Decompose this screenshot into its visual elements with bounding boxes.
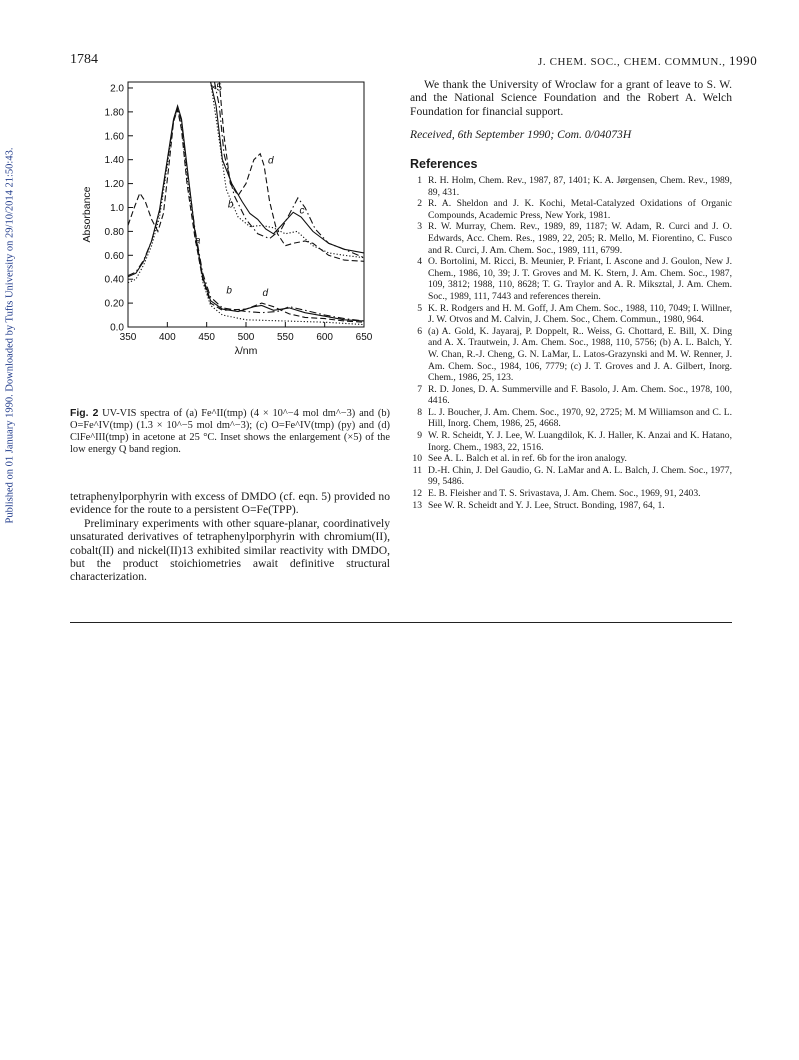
y-tick-label: 0.0 (110, 322, 124, 334)
y-tick-label: 1.80 (104, 107, 124, 119)
reference-number: 9 (417, 430, 422, 442)
y-axis-label: Absorbance (81, 186, 93, 243)
uv-vis-chart (70, 70, 390, 400)
reference-text: E. B. Fleisher and T. S. Srivastava, J. Am. Chem. Soc., 1969, 91, 2403. (428, 488, 701, 500)
page-number: 1784 (70, 52, 98, 67)
reference-number: 13 (412, 499, 422, 511)
bottom-rule (70, 622, 732, 623)
y-tick-label: 1.0 (110, 202, 124, 214)
figure-caption (70, 408, 390, 456)
reference-number: 8 (417, 406, 422, 418)
x-tick-label: 400 (158, 332, 176, 343)
reference-item (410, 407, 732, 430)
reference-text: W. R. Scheidt, Y. J. Lee, W. Luangdilok, K. J. Haller, K. Anzai and K. Hatano, Inorg. Chem., 1983, 22, 1516. (428, 430, 732, 453)
reference-text: D.-H. Chin, J. Del Gaudio, G. N. LaMar and A. L. Balch, J. Chem. Soc., 1977, 99, 5486. (428, 464, 732, 488)
y-tick-label: 1.20 (104, 179, 124, 191)
body-paragraph: tetraphenylporphyrin with excess of DMDO (cf. eqn. 5) provided no evidence for the route to a persistent O=Fe(TPP). (70, 490, 390, 517)
inset-spectrum-line-a (211, 82, 364, 258)
x-tick-label: 350 (119, 332, 137, 343)
curve-label: b (227, 199, 234, 211)
curve-label: a (194, 235, 201, 247)
reference-item (410, 198, 732, 221)
reference-item (410, 303, 732, 326)
reference-number: 1 (417, 175, 422, 186)
reference-item (410, 500, 732, 512)
curve-label: c (299, 205, 305, 217)
reference-item (410, 221, 732, 256)
reference-number: 12 (412, 488, 422, 500)
x-tick-label: 450 (198, 332, 216, 343)
reference-number: 2 (417, 198, 422, 210)
spectrum-line-a (128, 108, 364, 324)
download-watermark: Published on 01 January 1990. Downloaded by Tufts University on 29/10/2014 21:50:43. (4, 147, 16, 524)
acknowledgement: We thank the University of Wroclaw for a grant of leave to S. W. and the National Science Foundation and the Robert A. Welch Foundation for financial support. (410, 78, 732, 118)
inset-label: ×5 (210, 82, 223, 94)
reference-number: 10 (412, 453, 422, 465)
y-tick-label: 0.40 (104, 274, 124, 286)
inset-spectrum-line-c (215, 82, 365, 258)
running-head (538, 53, 757, 69)
reference-text: R. H. Holm, Chem. Rev., 1987, 87, 1401; K. A. Jørgensen, Chem. Rev., 1989, 89, 431. (428, 175, 732, 198)
y-tick-label: 0.80 (104, 226, 124, 238)
reference-text: K. R. Rodgers and H. M. Goff, J. Am Chem. Soc., 1988, 110, 7049; I. Willner, J. W. Otvos and M. Calvin, J. Chem. Soc., Chem. Commun., 1980, 964. (428, 302, 732, 326)
reference-number: 11 (412, 464, 422, 476)
curve-label: b (226, 285, 232, 297)
reference-item (410, 175, 732, 198)
left-column-body (70, 490, 390, 584)
x-tick-label: 550 (276, 332, 294, 343)
reference-text: O. Bortolini, M. Ricci, B. Meunier, P. Friant, I. Ascone and J. Goulon, New J. Chem., 1986, 10, 39; J. T. Groves and M. K. Stern, J. Am. Chem. Soc., 1987, 109, 3812; 1988, 110, 8628; T. G. Traylor and A. R. Miksztal, J. Am. Chem. Soc., 1989, 111, 7443 and references therein. (428, 256, 732, 302)
spectrum-line-d (128, 110, 364, 323)
reference-list (410, 175, 732, 511)
reference-text: R. D. Jones, D. A. Summerville and F. Basolo, J. Am. Chem. Soc., 1978, 100, 4416. (428, 383, 732, 407)
caption-label: Fig. 2 (70, 408, 99, 419)
reference-item (410, 430, 732, 453)
reference-item (410, 465, 732, 488)
curve-label: d (268, 155, 274, 167)
reference-text: See W. R. Scheidt and Y. J. Lee, Struct. Bonding, 1987, 64, 1. (428, 499, 665, 511)
curve-label: d (262, 287, 269, 299)
reference-text: See A. L. Balch et al. in ref. 6b for the iron analogy. (428, 453, 627, 465)
reference-item (410, 256, 732, 302)
reference-number: 3 (417, 221, 422, 233)
reference-number: 6 (417, 325, 422, 337)
journal-name: J. CHEM. SOC., CHEM. COMMUN., (538, 56, 726, 68)
x-tick-label: 650 (355, 332, 373, 343)
reference-item (410, 488, 732, 500)
reference-number: 4 (417, 256, 422, 268)
reference-item (410, 384, 732, 407)
x-axis-label: λ/nm (234, 345, 258, 357)
y-tick-label: 1.40 (104, 155, 124, 167)
references-heading: References (410, 157, 478, 171)
caption-text: UV-VIS spectra of (a) Fe^II(tmp) (4 × 10^−4 mol dm^−3) and (b) O=Fe^IV(tmp) (1.3 × 10^−5 mol dm^−3); (c) O=Fe^IV(tmp) (py) and (d) ClFe^III(tmp) in acetone at 25 °C. Inset shows the enlargement (×5) of the low energy Q band region. (70, 408, 390, 455)
reference-text: R. A. Sheldon and J. K. Kochi, Metal-Catalyzed Oxidations of Organic Compounds, Academic Press, New York, 1981. (428, 198, 732, 221)
reference-item (410, 326, 732, 384)
y-tick-label: 2.0 (110, 83, 124, 95)
reference-number: 7 (417, 383, 422, 395)
journal-year: 1990 (728, 53, 758, 68)
reference-text: R. W. Murray, Chem. Rev., 1989, 89, 1187; W. Adam, R. Curci and J. O. Edwards, Acc. Chem. Res., 1989, 22, 205; R. Mello, M. Fiorentino, C. Fusco and R. Curci, J. Am. Chem. Soc., 1989, 111, 6799. (428, 221, 732, 256)
y-tick-label: 0.60 (104, 250, 124, 262)
received-note: Received, 6th September 1990; Com. 0/04073H (410, 128, 632, 141)
reference-item (410, 453, 732, 465)
reference-text: (a) A. Gold, K. Jayaraj, P. Doppelt, R.. Weiss, G. Chottard, E. Bill, X. Ding and A. X. Trautwein, J. Am. Chem. Soc., 1988, 110, 5756; (b) A. L. Balch, Y. W. Chan, R.-J. Cheng, G. N. LaMar, L. Latos-Grazynski and M. W. Renner, J. Am. Chem. Soc., 1984, 106, 7779; (c) J. T. Groves and J. A. Gilbert, Inorg. Chem., 1986, 25, 123. (428, 325, 732, 384)
plot-frame (128, 82, 364, 327)
inset-spectrum-line-d (219, 82, 364, 261)
y-tick-label: 1.60 (104, 131, 124, 143)
reference-number: 5 (417, 302, 422, 314)
body-paragraph: Preliminary experiments with other square-planar, coordinatively unsaturated derivatives of tetraphenylporphyrin with chromium(II), cobalt(II) and nickel(II)13 exhibited similar reactivity with DMDO, but the product stoichiometries await definitive structural characterization. (70, 516, 390, 584)
x-tick-label: 600 (316, 332, 334, 343)
inset-spectrum-line-b (211, 82, 364, 253)
y-tick-label: 0.20 (104, 298, 124, 310)
x-tick-label: 500 (237, 332, 255, 343)
reference-text: L. J. Boucher, J. Am. Chem. Soc., 1970, 92, 2725; M. M Williamson and C. L. Hill, Inorg. Chem, 1986, 25, 4668. (428, 406, 732, 430)
